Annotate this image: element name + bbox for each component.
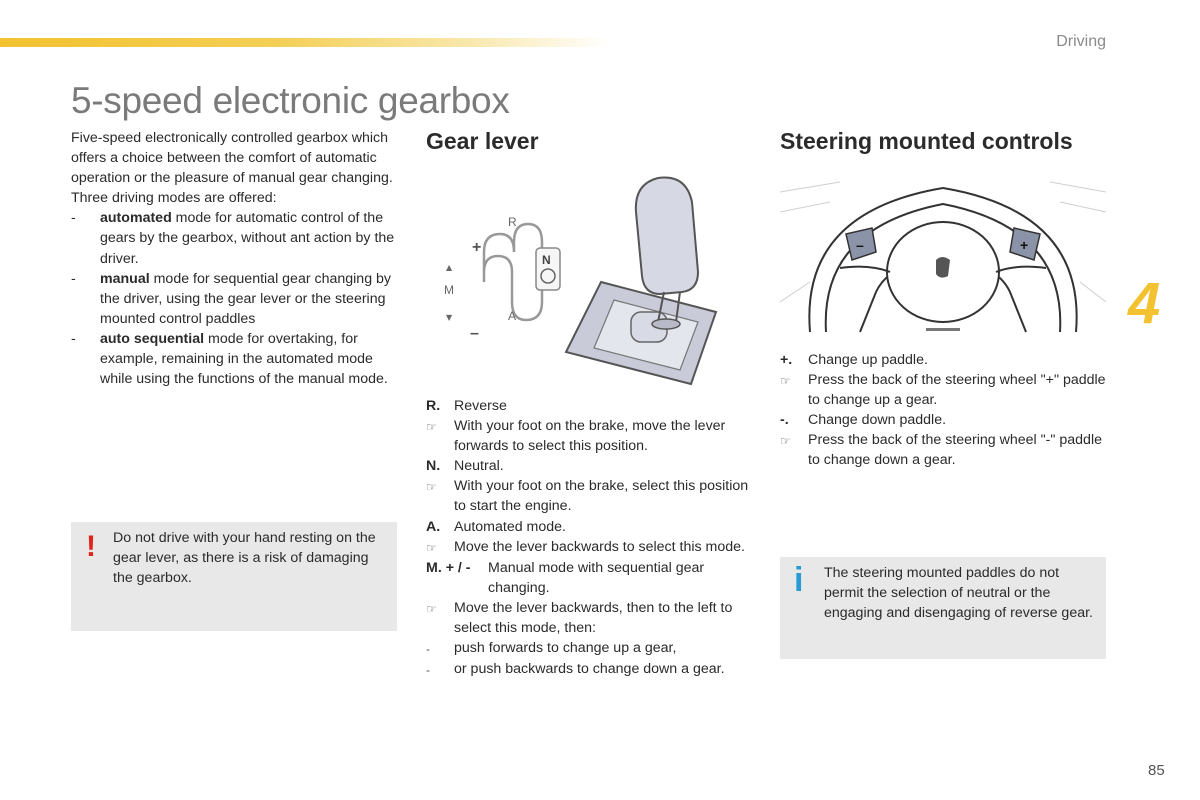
gear-gate-diagram [484, 224, 542, 320]
steering-controls-heading: Steering mounted controls [780, 128, 1073, 154]
item-key: -. [780, 412, 789, 429]
info-icon: i [794, 561, 804, 599]
hand-pointer-icon: ☞ [780, 374, 791, 389]
down-paddle-label: – [856, 237, 864, 253]
intro-paragraph: Five-speed electronically controlled gearbox which offers a choice between the comfort of automatic operation or the pleasure of manual gear changing. [71, 130, 393, 187]
gear-note-item [426, 537, 756, 558]
gear-position-item [426, 558, 756, 598]
gear-position-item [426, 456, 756, 476]
item-dash: - [426, 663, 430, 678]
paddle-note-item [780, 430, 1110, 470]
item-key: +. [780, 352, 793, 368]
mode-description: mode for automatic control of the gears by the gearbox, without ant action by the driver. [100, 210, 395, 267]
warning-box [71, 522, 397, 631]
gear-dash-item [426, 659, 756, 680]
gate-label-up-arrow: ▲ [446, 263, 453, 272]
gear-note-item [426, 416, 756, 456]
mode-dash: - [71, 270, 76, 287]
item-text: Press the back of the steering wheel "-" paddle to change down a gear. [808, 432, 1102, 469]
item-text: Automated mode. [454, 518, 566, 535]
intro-column [71, 128, 401, 389]
mode-item [71, 329, 401, 389]
gear-lever-column [426, 127, 756, 155]
page-number: 85 [1148, 762, 1165, 779]
mode-item [71, 269, 401, 329]
item-text: push forwards to change up a gear, [454, 640, 677, 657]
section-name: Driving [1056, 33, 1106, 50]
gate-label-plus: + [472, 239, 482, 256]
gear-note-item [426, 598, 756, 638]
item-text: Change up paddle. [808, 352, 928, 368]
hand-pointer-icon: ☞ [780, 434, 791, 449]
item-text: Reverse [454, 398, 507, 414]
gate-label-minus: – [470, 325, 479, 342]
paddle-item [780, 350, 1110, 370]
gear-dash-item [426, 638, 756, 659]
hand-pointer-icon: ☞ [426, 420, 437, 435]
item-key: R. [426, 398, 441, 414]
steering-controls-list [780, 350, 1110, 471]
gear-lever-3d [566, 178, 716, 385]
paddle-item [780, 410, 1110, 430]
up-paddle-label: + [1020, 237, 1029, 253]
item-key: A. [426, 518, 441, 535]
gear-position-item [426, 396, 756, 416]
item-text: Neutral. [454, 458, 504, 475]
hand-pointer-icon: ☞ [426, 601, 437, 616]
mode-name: automated [100, 210, 172, 227]
mode-dash: - [71, 210, 76, 227]
mode-description: mode for sequential gear changing by the driver, using the gear lever or the steering mounted control paddles [100, 270, 392, 327]
steering-wheel-illustration [780, 172, 1106, 344]
chapter-number: 4 [1128, 271, 1161, 336]
gate-label-r: R [508, 215, 517, 229]
hand-pointer-icon: ☞ [426, 540, 437, 555]
gear-lever-heading: Gear lever [426, 128, 539, 154]
steering-controls-column [780, 127, 1110, 155]
gear-position-item [426, 517, 756, 537]
info-text: The steering mounted paddles do not permit the selection of neutral or the engaging and disengaging of reverse gear. [824, 565, 1093, 622]
mode-name: auto sequential [100, 330, 205, 347]
header-accent-bar [0, 38, 610, 47]
peugeot-lion-logo [936, 257, 950, 278]
item-text: or push backwards to change down a gear. [454, 661, 725, 678]
horn-dots [926, 328, 960, 331]
item-text: With your foot on the brake, select this position to start the engine. [454, 478, 749, 515]
hand-pointer-icon: ☞ [426, 480, 437, 495]
neutral-indicator [536, 248, 560, 290]
item-text: Press the back of the steering wheel "+" paddle to change up a gear. [808, 372, 1106, 409]
mode-name: manual [100, 270, 150, 287]
page-title: 5-speed electronic gearbox [71, 80, 510, 121]
item-text: Manual mode with sequential gear changing. [488, 559, 705, 596]
mode-item [71, 208, 401, 268]
item-text: Move the lever backwards to select this mode. [454, 538, 745, 555]
paddle-note-item [780, 370, 1110, 410]
item-text: With your foot on the brake, move the lever forwards to select this position. [454, 418, 726, 455]
info-box [780, 557, 1106, 659]
gear-lever-illustration [436, 172, 736, 388]
gate-label-a: A [508, 309, 517, 323]
mode-description: mode for overtaking, for example, remaining in the automated mode while using the functions of the manual mode. [100, 330, 388, 388]
item-key: M. + / - [426, 559, 471, 576]
warning-icon: ! [86, 530, 96, 563]
gate-label-down-arrow: ▼ [446, 313, 453, 322]
item-dash: - [426, 642, 430, 657]
modes-intro: Three driving modes are offered: [71, 190, 277, 207]
gear-note-item [426, 476, 756, 516]
item-text: Change down paddle. [808, 412, 947, 429]
item-text: Move the lever backwards, then to the left to select this mode, then: [454, 599, 733, 637]
item-key: N. [426, 458, 441, 475]
mode-dash: - [71, 330, 76, 347]
warning-text: Do not drive with your hand resting on the gear lever, as there is a risk of damaging the gearbox. [113, 530, 376, 587]
gear-lever-list [426, 396, 756, 680]
gate-label-m: M [444, 283, 454, 297]
neutral-label: N [542, 253, 551, 267]
